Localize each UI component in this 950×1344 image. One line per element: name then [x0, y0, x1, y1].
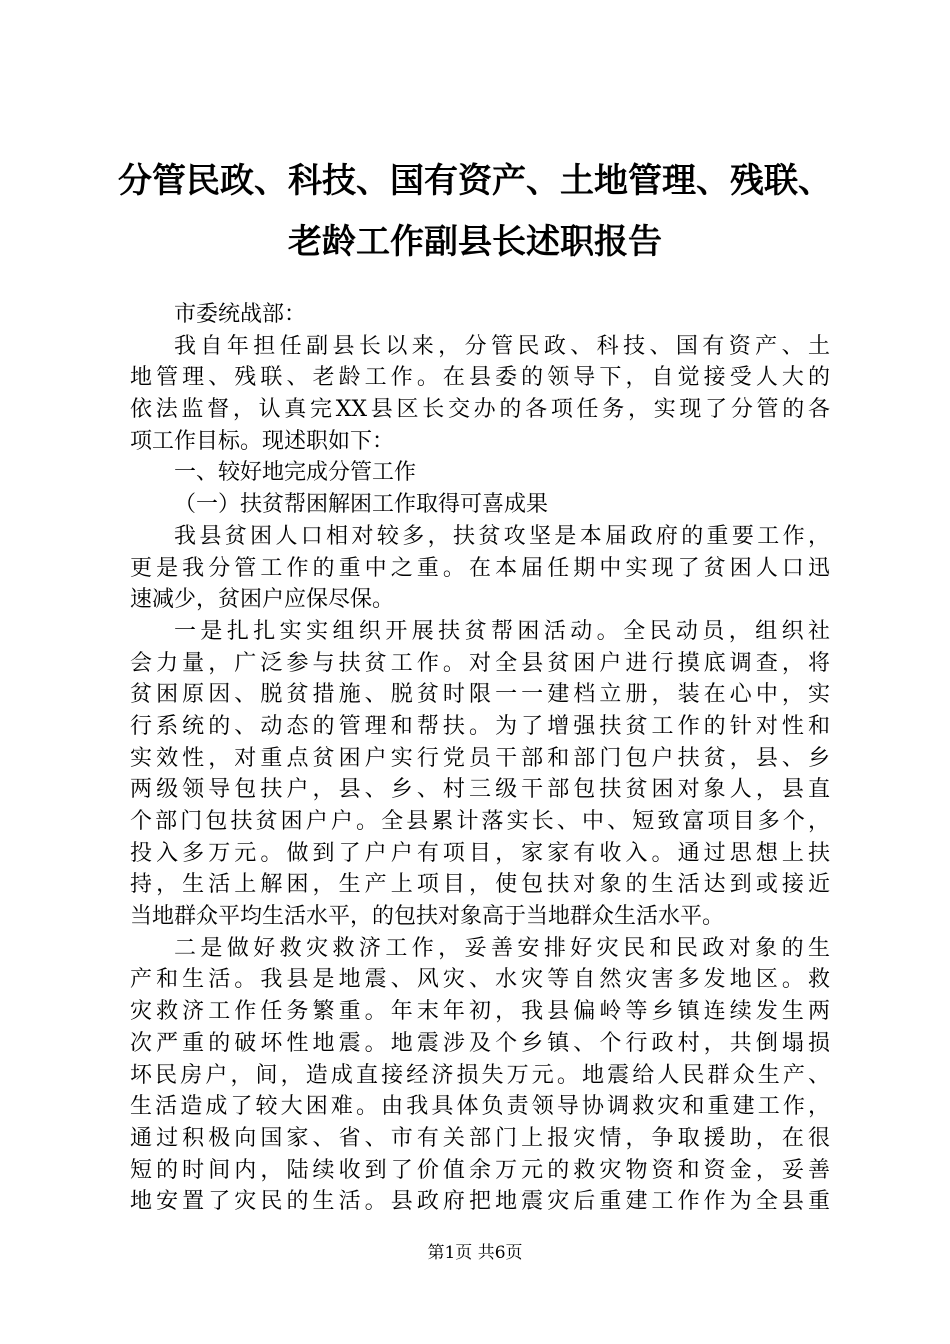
body-line: 实效性，对重点贫困户实行党员干部和部门包户扶贫，县、乡: [130, 745, 830, 771]
document-title-line-2: 老龄工作副县长述职报告: [288, 222, 662, 262]
body-line: 投入多万元。做到了户户有项目，家家有收入。通过思想上扶: [130, 840, 830, 866]
body-line: 通过积极向国家、省、市有关部门上报灾情，争取援助，在很: [130, 1125, 830, 1151]
body-line: 地管理、残联、老龄工作。在县委的领导下，自觉接受人大的: [130, 365, 830, 391]
body-line: 我县贫困人口相对较多，扶贫攻坚是本届政府的重要工作，: [174, 523, 830, 549]
document-body: [130, 299, 830, 1218]
body-line: 更是我分管工作的重中之重。在本届任期中实现了贫困人口迅: [130, 555, 830, 581]
body-line: 次严重的破坏性地震。地震涉及个乡镇、个行政村，共倒塌损: [130, 1030, 830, 1056]
body-line: 行系统的、动态的管理和帮扶。为了增强扶贫工作的针对性和: [130, 713, 830, 739]
body-line: 市委统战部：: [174, 302, 307, 327]
page-footer: 第1页 共6页: [427, 1243, 523, 1263]
body-line: 贫困原因、脱贫措施、脱贫时限一一建档立册，装在心中，实: [130, 682, 830, 708]
body-line: 项工作目标。现述职如下：: [130, 428, 395, 454]
body-line: 二是做好救灾救济工作，妥善安排好灾民和民政对象的生: [174, 935, 830, 961]
body-line: 我自年担任副县长以来，分管民政、科技、国有资产、土: [174, 333, 830, 359]
body-line: 灾救济工作任务繁重。年末年初，我县偏岭等乡镇连续发生两: [130, 999, 830, 1025]
body-line: 一是扎扎实实组织开展扶贫帮困活动。全民动员，组织社: [174, 618, 830, 644]
body-line: 两级领导包扶户，县、乡、村三级干部包扶贫困对象人，县直: [130, 777, 830, 803]
body-line: 持，生活上解困，生产上项目，使包扶对象的生活达到或接近: [130, 872, 830, 898]
body-line: 个部门包扶贫困户户。全县累计落实长、中、短致富项目多个，: [130, 809, 830, 834]
body-line: 一、较好地完成分管工作: [174, 460, 417, 486]
body-line: 会力量，广泛参与扶贫工作。对全县贫困户进行摸底调查，将: [130, 650, 830, 676]
body-line: 生活造成了较大困难。由我具体负责领导协调救灾和重建工作，: [130, 1094, 830, 1120]
body-line: 短的时间内，陆续收到了价值余万元的救灾物资和资金，妥善: [130, 1157, 830, 1183]
body-line: 依法监督，认真完XX县区长交办的各项任务，实现了分管的各: [130, 397, 830, 423]
body-line: 速减少，贫困户应保尽保。: [130, 587, 395, 613]
document-title-line-1: 分管民政、科技、国有资产、土地管理、残联、: [118, 161, 832, 201]
body-line: 产和生活。我县是地震、风灾、水灾等自然灾害多发地区。救: [130, 967, 830, 993]
body-line: 当地群众平均生活水平，的包扶对象高于当地群众生活水平。: [130, 904, 725, 930]
body-line: （一）扶贫帮困解困工作取得可喜成果: [174, 492, 549, 518]
body-line: 坏民房户，间，造成直接经济损失万元。地震给人民群众生产、: [130, 1062, 830, 1088]
body-line: 地安置了灾民的生活。县政府把地震灾后重建工作作为全县重: [130, 1189, 830, 1215]
